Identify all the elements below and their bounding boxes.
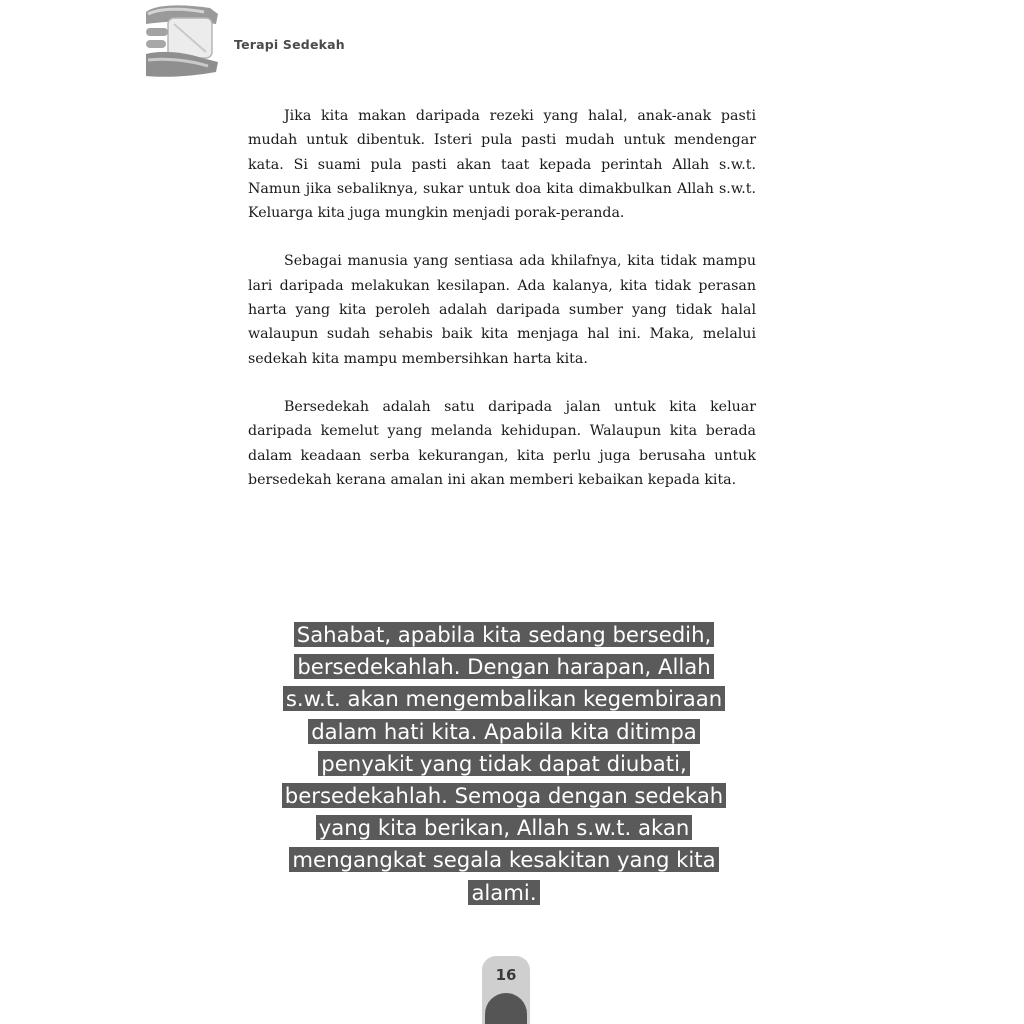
quote-line: bersedekahlah. Semoga dengan sedekah <box>242 780 766 812</box>
quote-line: dalam hati kita. Apabila kita ditimpa <box>242 716 766 748</box>
quote-line: Sahabat, apabila kita sedang bersedih, <box>242 619 766 651</box>
quote-line: s.w.t. akan mengembalikan kegembiraan <box>242 683 766 715</box>
quote-line: penyakit yang tidak dapat diubati, <box>242 748 766 780</box>
highlighted-quote <box>242 619 766 909</box>
quote-line: yang kita berikan, Allah s.w.t. akan <box>242 812 766 844</box>
quote-line: mengangkat segala kesakitan yang kita <box>242 844 766 876</box>
paragraph: Jika kita makan daripada rezeki yang halal, anak-anak pasti mudah untuk dibentuk. Isteri pula pasti mudah untuk mendengar kata. Si suami pula pasti akan taat kepada perintah Allah s.w.t. Namun jika sebaliknya, sukar untuk doa kita dimakbulkan Allah s.w.t. Keluarga kita juga mungkin menjadi porak-peranda. <box>248 108 756 222</box>
quote-line: alami. <box>242 877 766 909</box>
page-header <box>144 2 444 78</box>
page-number-tab <box>482 956 530 1024</box>
paragraph: Bersedekah adalah satu daripada jalan untuk kita keluar daripada kemelut yang melanda kehidupan. Walaupun kita berada dalam keadaan serba kekurangan, kita perlu juga berusaha untuk bersedekah kerana amalan ini akan memberi kebaikan kepada kita. <box>248 398 756 488</box>
paragraph: Sebagai manusia yang sentiasa ada khilafnya, kita tidak mampu lari daripada melakukan kesilapan. Ada kalanya, kita tidak perasan harta yang kita peroleh adalah daripada sumber yang tidak halal walaupun sudah sehabis baik kita menjaga hal ini. Maka, melalui sedekah kita mampu membersihkan harta kita. <box>248 253 756 367</box>
hands-holding-gift-icon <box>144 2 222 78</box>
book-title: Terapi Sedekah <box>234 37 345 52</box>
page-number: 16 <box>495 966 517 984</box>
body-text <box>248 104 756 516</box>
quote-line: bersedekahlah. Dengan harapan, Allah <box>242 651 766 683</box>
